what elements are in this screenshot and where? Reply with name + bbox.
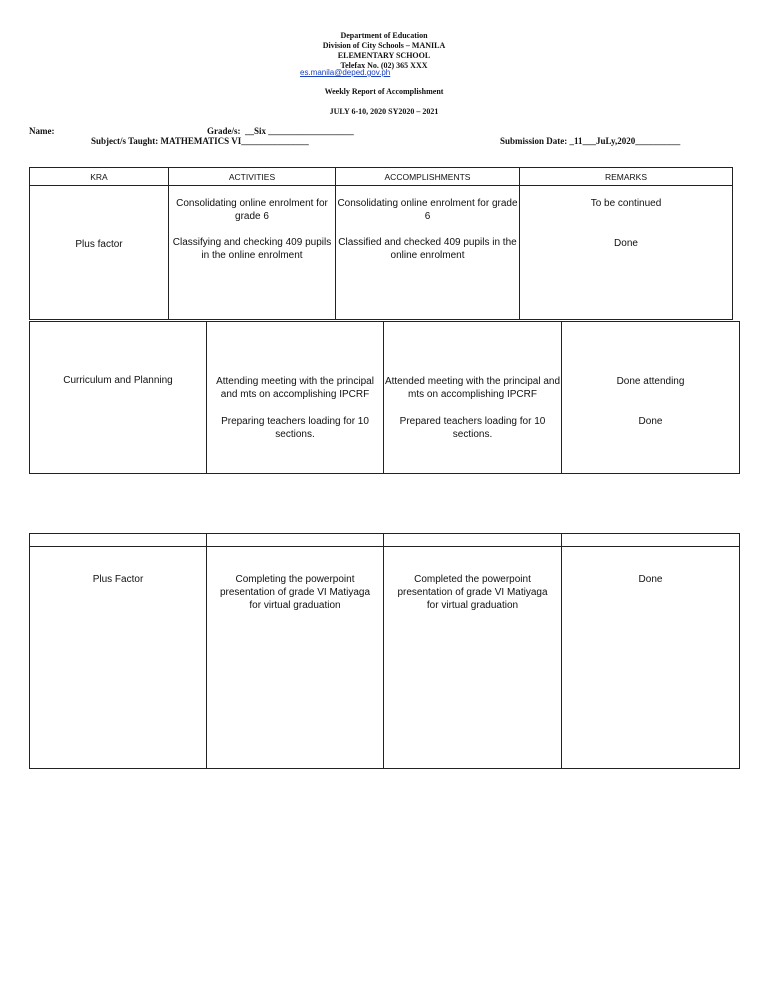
submission-date: Submission Date: _11___JuLy,2020__________ bbox=[500, 136, 681, 146]
accomplishment-table-3 bbox=[29, 533, 740, 769]
remark-text: Done bbox=[638, 574, 663, 585]
name-label: Name: bbox=[29, 126, 55, 136]
kra-cell bbox=[30, 186, 169, 320]
accomplishments-cell bbox=[384, 322, 562, 474]
grade-label: Grade/s: __Six ___________________ bbox=[207, 126, 354, 136]
accomplishments-cell bbox=[336, 186, 520, 320]
table-row bbox=[30, 322, 740, 474]
empty-cell bbox=[207, 534, 384, 547]
remarks-cell bbox=[562, 547, 740, 769]
department-name: Department of Education bbox=[340, 31, 428, 40]
accomplishments-cell bbox=[384, 547, 562, 769]
empty-header-row bbox=[30, 534, 740, 547]
accomplishment-text: Attended meeting with the principal and mts on accomplishing IPCRF bbox=[384, 376, 561, 400]
subject-label: Subject/s Taught: MATHEMATICS VI_______________ bbox=[91, 136, 309, 146]
report-title: Weekly Report of Accomplishment bbox=[324, 87, 444, 96]
letterhead bbox=[0, 31, 768, 71]
activities-cell bbox=[169, 186, 336, 320]
telefax: Telefax No. (02) 365 XXX bbox=[340, 61, 428, 70]
accomplishment-text: Prepared teachers loading for 10 sections. bbox=[399, 416, 546, 440]
accomplishment-text: Consolidating online enrolment for grade 6 bbox=[337, 198, 518, 222]
accomplishment-table-2 bbox=[29, 321, 740, 474]
report-period: JULY 6-10, 2020 SY2020 – 2021 bbox=[329, 107, 439, 116]
division-name: Division of City Schools – MANILA bbox=[322, 41, 446, 50]
table-row bbox=[30, 547, 740, 769]
activities-cell bbox=[207, 322, 384, 474]
kra-text: Plus Factor bbox=[92, 574, 144, 585]
remarks-cell bbox=[562, 322, 740, 474]
header-kra: KRA bbox=[30, 168, 169, 186]
empty-cell bbox=[384, 534, 562, 547]
empty-cell bbox=[30, 534, 207, 547]
empty-cell bbox=[562, 534, 740, 547]
activity-text: Completing the powerpoint presentation of grade VI Matiyaga for virtual graduation bbox=[219, 574, 371, 611]
remark-text: Done bbox=[638, 416, 663, 427]
email-link[interactable]: es.manila@deped.gov.ph bbox=[300, 68, 391, 77]
kra-cell bbox=[30, 547, 207, 769]
header-activities: ACTIVITIES bbox=[169, 168, 336, 186]
table-row bbox=[30, 186, 733, 320]
accomplishment-table-1 bbox=[29, 167, 733, 320]
accomplishment-text: Completed the powerpoint presentation of grade VI Matiyaga for virtual graduation bbox=[397, 574, 548, 611]
kra-text: Curriculum and Planning bbox=[63, 375, 173, 386]
header-remarks: REMARKS bbox=[520, 168, 733, 186]
activity-text: Preparing teachers loading for 10 sections. bbox=[221, 416, 369, 440]
activity-text: Attending meeting with the principal and mts on accomplishing IPCRF bbox=[216, 376, 374, 400]
activity-text: Consolidating online enrolment for grade 6 bbox=[176, 198, 328, 222]
kra-text: Plus factor bbox=[75, 238, 123, 250]
header-accomplishments: ACCOMPLISHMENTS bbox=[336, 168, 520, 186]
remarks-cell bbox=[520, 186, 733, 320]
activities-cell bbox=[207, 547, 384, 769]
activity-text: Classifying and checking 409 pupils in the online enrolment bbox=[172, 237, 332, 261]
table-header-row bbox=[30, 168, 733, 186]
accomplishment-text: Classified and checked 409 pupils in the online enrolment bbox=[338, 237, 517, 261]
remark-text: Done attending bbox=[616, 376, 685, 387]
school-name: ELEMENTARY SCHOOL bbox=[337, 51, 431, 60]
remark-text: Done bbox=[614, 238, 638, 249]
kra-cell bbox=[30, 322, 207, 474]
remark-text: To be continued bbox=[590, 198, 662, 209]
